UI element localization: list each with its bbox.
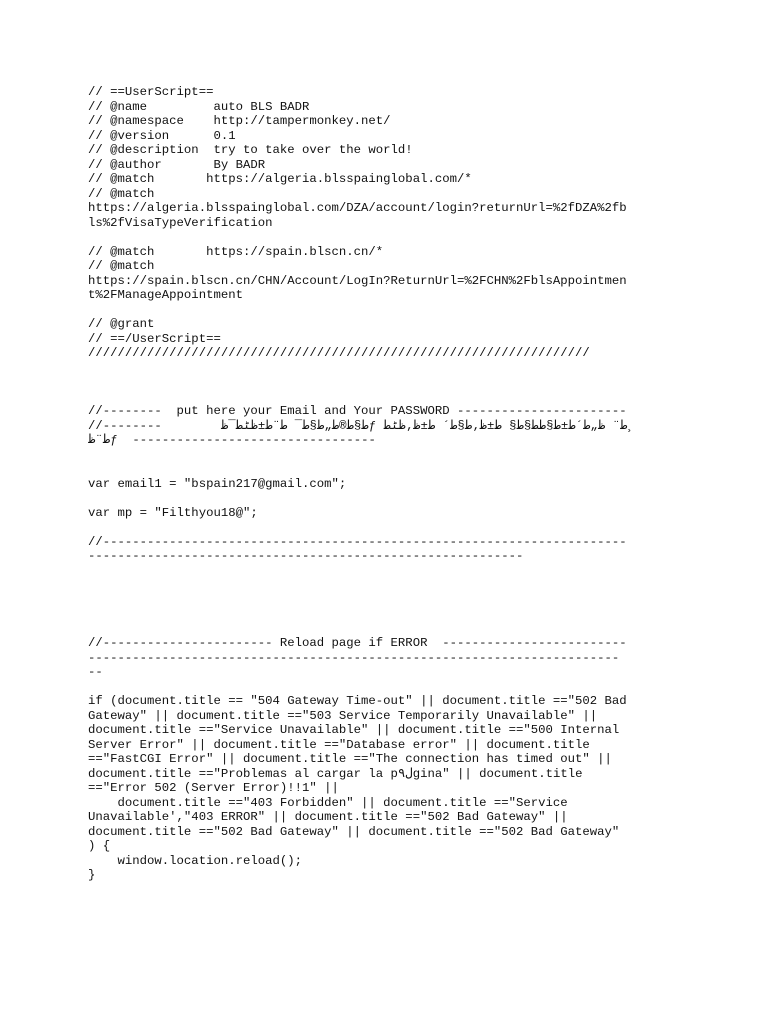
- code-line: // @grant: [88, 317, 155, 331]
- code-line: https://spain.blscn.cn/CHN/Account/LogIn?ReturnUrl=%2FCHN%2FblsAppointmen: [88, 273, 627, 288]
- reload-if-block: [88, 694, 688, 883]
- code-line: // @match: [88, 186, 155, 201]
- code-line: if (document.title == "504 Gateway Time-out" || document.title =="502 Bad: [88, 694, 627, 708]
- code-line: // @match: [88, 259, 155, 273]
- code-line: -----------------------------------------------------------: [88, 549, 524, 563]
- code-line: //-------- put here your Email and Your PASSWORD -----------------------: [88, 404, 627, 418]
- code-line: ------------------------------------------------------------------------: [88, 650, 620, 665]
- code-line: // @match https://spain.blscn.cn/*: [88, 244, 384, 259]
- code-line: ////////////////////////////////////////////////////////////////////: [88, 346, 590, 360]
- credentials-comment: [88, 404, 688, 448]
- email-variable-line: var email1 = "bspain217@gmail.com";: [88, 476, 347, 491]
- code-line: // @version 0.1: [88, 128, 236, 143]
- code-line: // ==/UserScript==: [88, 331, 221, 346]
- code-line: document.title =="502 Bad Gateway" || document.title =="502 Bad Gateway": [88, 824, 620, 839]
- code-line: document.title =="Problemas al cargar la pل٩gina" || document.title: [88, 766, 583, 781]
- code-line: // @author By BADR: [88, 157, 266, 172]
- code-line: ls%2fVisaTypeVerification: [88, 215, 273, 230]
- code-line: // @match https://algeria.blsspainglobal.com/*: [88, 172, 472, 186]
- code-line: Unavailable',"403 ERROR" || document.title =="502 Bad Gateway" ||: [88, 810, 568, 824]
- password-variable-line: var mp = "Filthyou18@";: [88, 505, 258, 520]
- code-line: // ==UserScript==: [88, 85, 214, 99]
- code-line: // @name auto BLS BADR: [88, 99, 310, 114]
- code-line: window.location.reload();: [88, 853, 303, 868]
- code-line: //-------- ط§ط®ط„ط§ط¯ ط¨ط±ظٹط¯ظƒ ط¨ ظ„ط´ط±ط§طط§ط§ ط±ظ‚ط§ط´ ط±ظ‚ظٹط¸: [88, 418, 635, 433]
- reload-comment: [88, 636, 688, 680]
- code-line: // @namespace http://tampermonkey.net/: [88, 114, 391, 128]
- code-line: ) {: [88, 839, 111, 853]
- code-line: --: [88, 665, 103, 679]
- code-line: }: [88, 868, 96, 882]
- code-line: document.title =="Service Unavailable" || document.title =="500 Internal: [88, 723, 620, 737]
- code-line: =="Error 502 (Server Error)!!1" ||: [88, 781, 339, 795]
- code-line: =="FastCGI Error" || document.title =="The connection has timed out" ||: [88, 752, 612, 766]
- code-line: // @description try to take over the world!: [88, 143, 413, 157]
- code-line: document.title =="403 Forbidden" || document.title =="Service: [88, 795, 568, 810]
- separator-comment: [88, 535, 688, 564]
- code-line: Gateway" || document.title =="503 Service Temporarily Unavailable" ||: [88, 708, 598, 723]
- code-line: t%2FManageAppointment: [88, 288, 243, 302]
- code-line: //-----------------------------------------------------------------------: [88, 534, 627, 549]
- blank-line: [88, 303, 688, 318]
- code-line: Server Error" || document.title =="Database error" || document.title: [88, 737, 590, 752]
- code-line: //----------------------- Reload page if ERROR -------------------------: [88, 636, 627, 650]
- code-line: https://algeria.blsspainglobal.com/DZA/account/login?returnUrl=%2fDZA%2fb: [88, 201, 627, 215]
- userscript-header: [88, 85, 688, 361]
- blank-line: [88, 230, 688, 245]
- code-line: ط¨ظƒ ---------------------------------: [88, 433, 376, 447]
- code-document: [88, 85, 688, 883]
